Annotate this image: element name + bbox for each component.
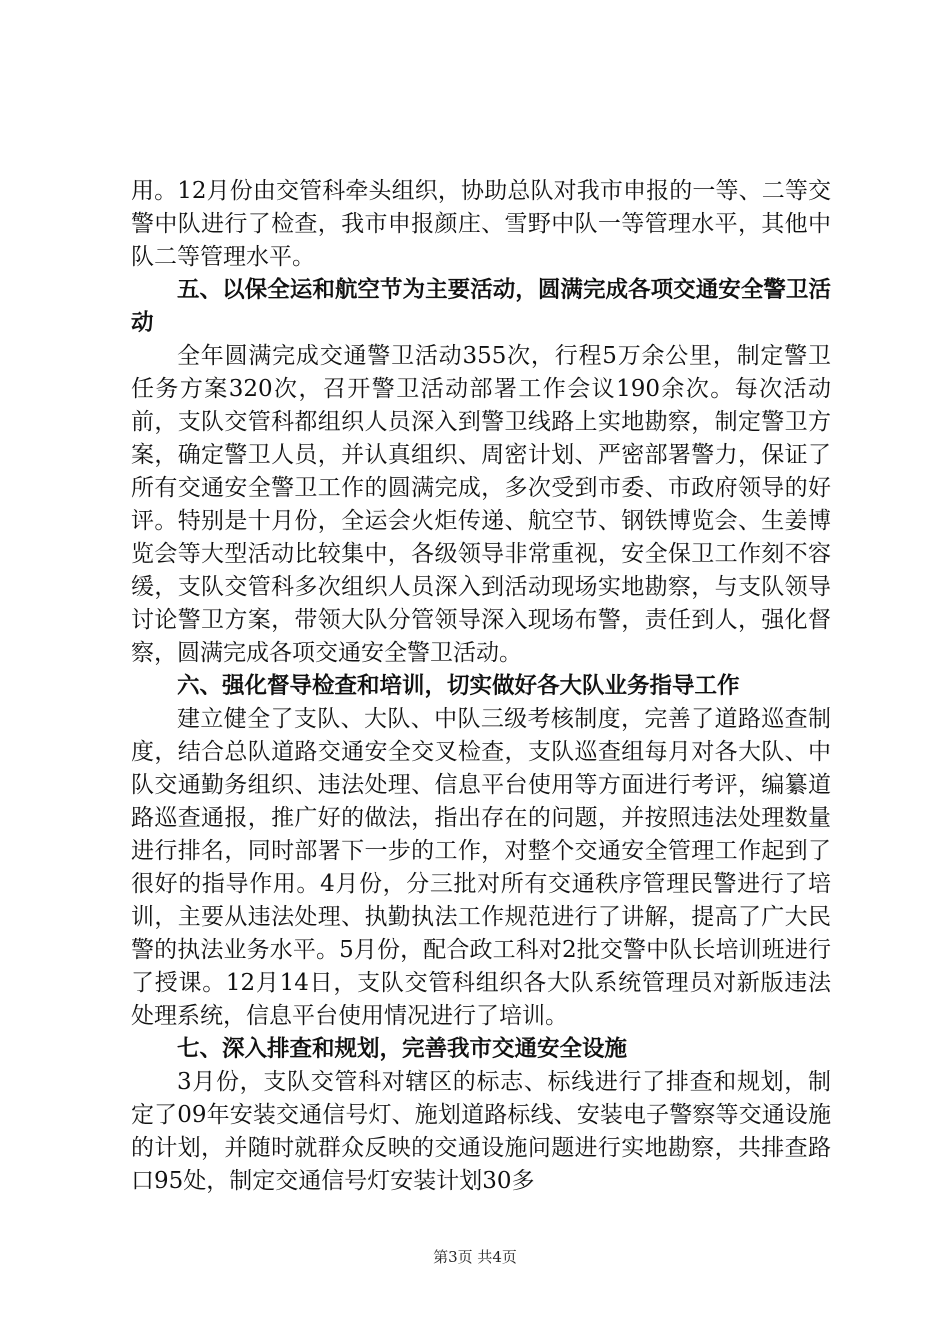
section-heading-seven: 七、深入排查和规划，完善我市交通安全设施 [177,1036,628,1062]
paragraph-continuation: 用。12月份由交管科牵头组织，协助总队对我市申报的一等、二等交警中队进行了检查，我市申报颜庄、雪野中队一等管理水平，其他中队二等管理水平。 [131,178,831,270]
paragraph-section-seven: 3月份，支队交管科对辖区的标志、标线进行了排查和规划，制定了09年安装交通信号灯、施划道路标线、安装电子警察等交通设施的计划，并随时就群众反映的交通设施问题进行实地勘察，共排查路口95处，制定交通信号灯安装计划30多 [131,1069,831,1194]
document-body [131,175,831,1198]
section-heading-six: 六、强化督导检查和培训，切实做好各大队业务指导工作 [177,673,740,699]
section-heading-five: 五、以保全运和航空节为主要活动，圆满完成各项交通安全警卫活动 [131,277,831,336]
page-number-footer: 第3页 共4页 [433,1248,517,1266]
paragraph-section-five: 全年圆满完成交通警卫活动355次，行程5万余公里，制定警卫任务方案320次，召开警卫活动部署工作会议190余次。每次活动前，支队交管科都组织人员深入到警卫线路上实地勘察，制定警卫方案，确定警卫人员，并认真组织、周密计划、严密部署警力，保证了所有交通安全警卫工作的圆满完成，多次受到市委、市政府领导的好评。特别是十月份，全运会火炬传递、航空节、钢铁博览会、生姜博览会等大型活动比较集中，各级领导非常重视，安全保卫工作刻不容缓，支队交管科多次组织人员深入到活动现场实地勘察，与支队领导讨论警卫方案，带领大队分管领导深入现场布警，责任到人，强化督察，圆满完成各项交通安全警卫活动。 [131,343,831,666]
paragraph-section-six: 建立健全了支队、大队、中队三级考核制度，完善了道路巡查制度，结合总队道路交通安全交叉检查，支队巡查组每月对各大队、中队交通勤务组织、违法处理、信息平台使用等方面进行考评，编纂道路巡查通报，推广好的做法，指出存在的问题，并按照违法处理数量进行排名，同时部署下一步的工作，对整个交通安全管理工作起到了很好的指导作用。4月份，分三批对所有交通秩序管理民警进行了培训，主要从违法处理、执勤执法工作规范进行了讲解，提高了广大民警的执法业务水平。5月份，配合政工科对2批交警中队长培训班进行了授课。12月14日，支队交管科组织各大队系统管理员对新版违法处理系统，信息平台使用情况进行了培训。 [131,706,831,1029]
